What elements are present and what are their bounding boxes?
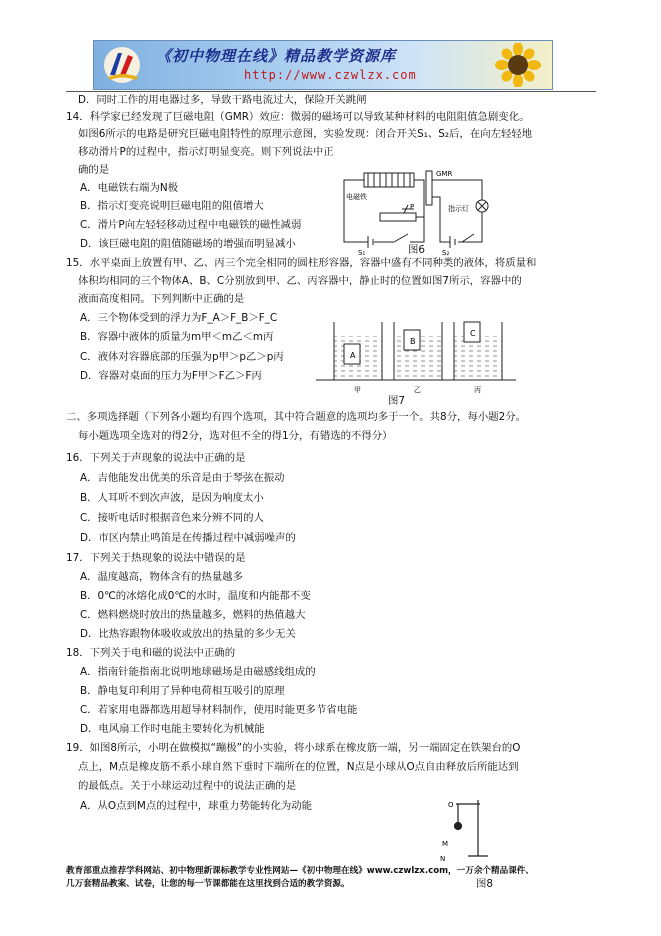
q15-option-d: D．容器对桌面的压力为F甲＞F乙＞F丙 <box>80 370 262 382</box>
sunflower-icon <box>490 43 546 87</box>
q19-stem: 点上，M点是橡皮筋不系小球自然下垂时下端所在的位置，N点是小球从O点自由释放后所能达到 <box>78 761 519 773</box>
q15-stem: 液面高度相同。下列判断中正确的是 <box>78 293 245 305</box>
q14-stem: 确的是 <box>78 164 110 176</box>
fig7-b-label: B <box>410 337 416 346</box>
q16-stem: 16．下列关于声现象的说法中正确的是 <box>66 452 246 464</box>
figure-6-caption: 图6 <box>408 244 426 256</box>
section-two-heading: 每小题选项全选对的得2分，选对但不全的得1分，有错选的不得分） <box>78 430 393 442</box>
section-two-heading: 二、多项选择题（下列各小题均有四个选项，其中符合题意的选项均多于一个。共8分，每小题2分。 <box>66 411 527 423</box>
fig8-o-label: O <box>448 801 454 809</box>
q16-option-d: D．市区内禁止鸣笛是在传播过程中减弱噪声的 <box>80 532 296 544</box>
q17-option-d: D．比热容跟物体吸收或放出的热量的多少无关 <box>80 628 296 640</box>
q15-option-c: C．液体对容器底部的压强为p甲＞p乙＞p丙 <box>80 351 284 363</box>
q14-stem: 14．科学家已经发现了巨磁电阻（GMR）效应：微弱的磁场可以导致某种材料的电阻阻值急剧变化。 <box>66 111 530 123</box>
figure-8-caption: 图8 <box>476 878 494 890</box>
q14-option-d: D．该巨磁电阻的阻值随磁场的增强而明显减小 <box>80 238 296 250</box>
footer-line-1: 教育部重点推荐学科网站、初中物理新课标教学专业性网站—《初中物理在线》www.czwlzx.com，一万余个精品课件、 <box>66 866 534 876</box>
q17-option-b: B．0℃的冰熔化成0℃的水时，温度和内能都不变 <box>80 590 311 602</box>
q15-option-a: A．三个物体受到的浮力为F_A＞F_B＞F_C <box>80 312 278 324</box>
q16-option-c: C．接听电话时根据音色来分辨不同的人 <box>80 512 264 524</box>
header-rule <box>66 91 596 92</box>
q19-stem: 19．如图8所示，小明在做模拟“蹦极”的小实验，将小球系在橡皮筋一端，另一端固定在铁架台的O <box>66 742 521 754</box>
fig6-p-label: P <box>410 203 415 211</box>
fig8-m-label: M <box>442 840 449 848</box>
q14-stem: 如图6所示的电路是研究巨磁电阻特性的原理示意图，实验发现：闭合开关S₁、S₂后，在向左轻轻地 <box>78 128 533 140</box>
fig7-c-label: C <box>470 329 476 338</box>
footer-line-2: 几万套精品教案、试卷，让您的每一节课都能在这里找到合适的教学资源。 <box>66 879 350 889</box>
q18-stem: 18．下列关于电和磁的说法中正确的 <box>66 647 236 659</box>
fig7-a-label: A <box>350 351 356 360</box>
q15-option-b: B．容器中液体的质量为m甲＜m乙＜m丙 <box>80 331 274 343</box>
q14-stem: 移动滑片P的过程中，指示灯明显变亮。则下列说法中正 <box>78 146 334 158</box>
q15-stem: 体积均相同的三个物体A、B、C分别放到甲、乙、丙容器中，静止时的位置如图7所示，容器中的 <box>78 275 522 287</box>
q17-option-a: A．温度越高，物体含有的热量越多 <box>80 571 243 583</box>
q13-option-d: D．同时工作的用电器过多，导致干路电流过大，保险开关跳闸 <box>78 94 367 106</box>
fig7-yi-label: 乙 <box>414 386 421 394</box>
q14-option-c: C．滑片P向左轻轻移动过程中电磁铁的磁性减弱 <box>80 219 302 231</box>
fig7-bing-label: 丙 <box>474 386 481 394</box>
q18-option-a: A．指南针能指南北说明地球磁场是由磁感线组成的 <box>80 666 316 678</box>
fig6-s1-label: S₁ <box>358 249 366 257</box>
q15-stem: 15．水平桌面上放置有甲、乙、丙三个完全相同的圆柱形容器，容器中盛有不同种类的液体，将质量和 <box>66 257 537 269</box>
q18-option-d: D．电风扇工作时电能主要转化为机械能 <box>80 723 265 735</box>
fig6-s2-label: S₂ <box>442 249 450 257</box>
q14-option-b: B．指示灯变亮说明巨磁电阻的阻值增大 <box>80 200 264 212</box>
q19-stem: 的最低点。关于小球运动过程中的说法正确的是 <box>78 780 297 792</box>
q17-option-c: C．燃料燃烧时放出的热量越多，燃料的热值越大 <box>80 609 306 621</box>
header-banner <box>93 40 553 90</box>
q17-stem: 17．下列关于热现象的说法中错误的是 <box>66 552 246 564</box>
fig6-gmr-label: GMR <box>436 170 453 178</box>
q19-option-a: A．从O点到M点的过程中，球重力势能转化为动能 <box>80 800 313 812</box>
header-url[interactable]: http://www.czwlzx.com <box>244 68 417 82</box>
figure-7-containers <box>316 318 516 396</box>
fig6-electromagnet-label: 电磁铁 <box>346 193 367 201</box>
fig6-lamp-label: 指示灯 <box>448 205 469 213</box>
q14-option-a: A．电磁铁右端为N极 <box>80 182 179 194</box>
q16-option-a: A．吉他能发出优美的乐音是由于琴弦在振动 <box>80 472 285 484</box>
q18-option-b: B．静电复印利用了异种电荷相互吸引的原理 <box>80 685 285 697</box>
q18-option-c: C．若家用电器都选用超导材料制作，使用时能更多节省电能 <box>80 704 358 716</box>
fig8-n-label: N <box>440 855 446 863</box>
figure-8-stand <box>436 798 496 864</box>
q16-option-b: B．人耳听不到次声波，是因为响度太小 <box>80 492 264 504</box>
logo-icon <box>102 45 142 85</box>
fig7-jia-label: 甲 <box>354 386 361 394</box>
figure-7-caption: 图7 <box>388 395 406 407</box>
header-title: 《初中物理在线》精品教学资源库 <box>156 47 397 65</box>
